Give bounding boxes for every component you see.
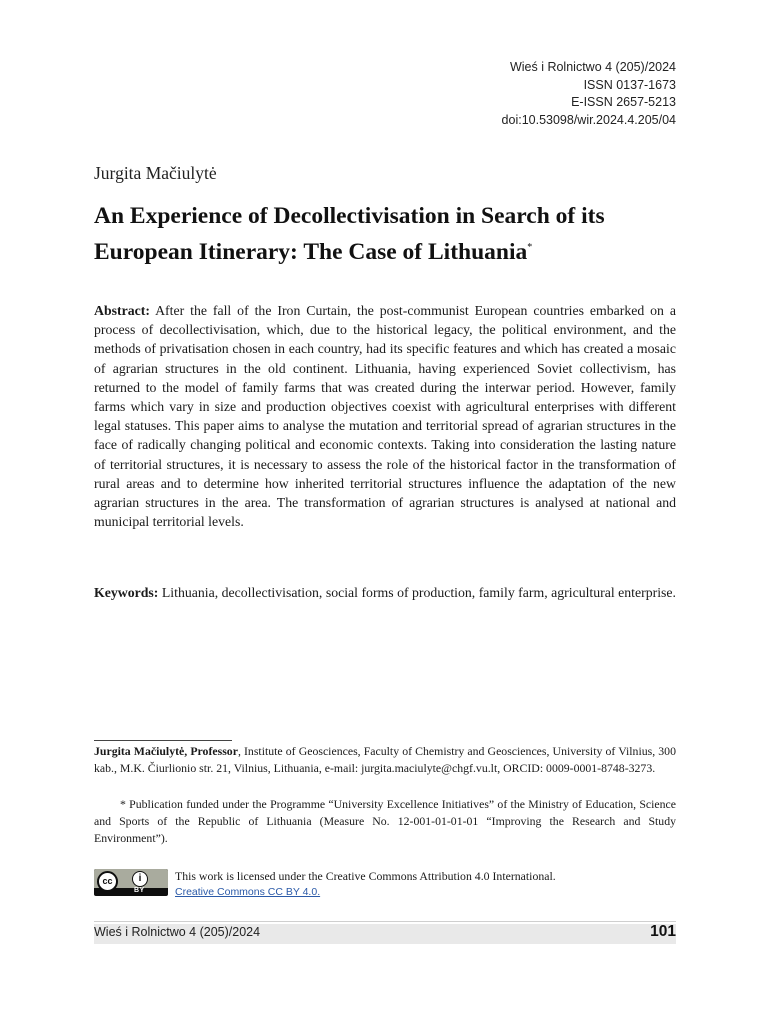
- keywords-label: Keywords:: [94, 585, 159, 600]
- license-notice: [175, 869, 556, 899]
- cc-by-badge: [94, 869, 168, 896]
- issn: ISSN 0137-1673: [583, 77, 676, 92]
- journal-header: [502, 59, 676, 129]
- abstract-label: Abstract:: [94, 303, 150, 318]
- keywords-text: Lithuania, decollectivisation, social forms of production, family farm, agricultural enterprise.: [161, 585, 676, 600]
- doi: doi:10.53098/wir.2024.4.205/04: [501, 112, 676, 127]
- abstract-text: After the fall of the Iron Curtain, the post-communist European countries embarked on a process of decollectivisation, which, due to the historical legacy, the political environment, and the methods of privatisation chosen in each country, had its specific features and which has created a mosaic of agrarian structures in the old continent. Lithuania, having experienced Soviet collectivism, has returned to the model of family farms that was created during the interwar period. However, family farms which vary in size and production objectives coexist with agricultural enterprises with different legal statuses. This paper aims to analyse the mutation and territorial spread of agrarian structures in the face of radically changing political and economic contexts. Taking into consideration the lasting nature of territorial structures, it is necessary to assess the role of the historical factor in the transformation of rural areas and to determine how inherited territorial structures influence the adaptation of the new agrarian structures in the area. The transformation of agrarian structures is analysed at national and municipal territorial levels.: [94, 303, 676, 530]
- by-label: BY: [134, 887, 145, 894]
- funding-footnote: * Publication funded under the Programme “University Excellence Initiatives” of the Ministry of Education, Science and Sports of the Republic of Lithuania (Measure No. 12-001-01-01-01 “Improving the Research and Study Environment”).: [94, 797, 676, 845]
- attribution-icon: i: [132, 871, 148, 887]
- abstract: [94, 301, 676, 531]
- license-text: This work is licensed under the Creative Commons Attribution 4.0 International.: [175, 869, 556, 883]
- footer-divider: [94, 921, 676, 922]
- author-footnote: [94, 743, 676, 777]
- keywords: [94, 583, 676, 602]
- journal-issue: Wieś i Rolnictwo 4 (205)/2024: [509, 60, 676, 74]
- footnote-author-name: Jurgita Mačiulytė: [94, 744, 185, 758]
- footnote-author-title: , Professor: [184, 744, 238, 758]
- cc-icon: cc: [97, 871, 118, 892]
- license-link[interactable]: Creative Commons CC BY 4.0.: [175, 885, 321, 898]
- footer-journal-issue: Wieś i Rolnictwo 4 (205)/2024: [94, 925, 261, 939]
- footnote-author-affiliation: , Institute of Geosciences, Faculty of Chemistry and Geosciences, University of Vilnius, 300 kab., M.K. Čiurlionio str. 21, Vilnius, Lithuania, e-mail: jurgita.maciulyte@chgf.vu.lt, ORCID: 0009-0001-8748-3273.: [94, 744, 676, 775]
- article-title-text: An Experience of Decollectivisation in Search of its European Itinerary: The Case of Lithuania: [94, 203, 605, 265]
- eissn: E-ISSN 2657-5213: [571, 95, 676, 109]
- page-number: 101: [650, 923, 676, 940]
- title-footnote-mark[interactable]: *: [527, 242, 533, 253]
- article-title: [94, 201, 684, 268]
- author-name: Jurgita Mačiulytė: [94, 163, 217, 183]
- footnote-divider: [94, 740, 232, 741]
